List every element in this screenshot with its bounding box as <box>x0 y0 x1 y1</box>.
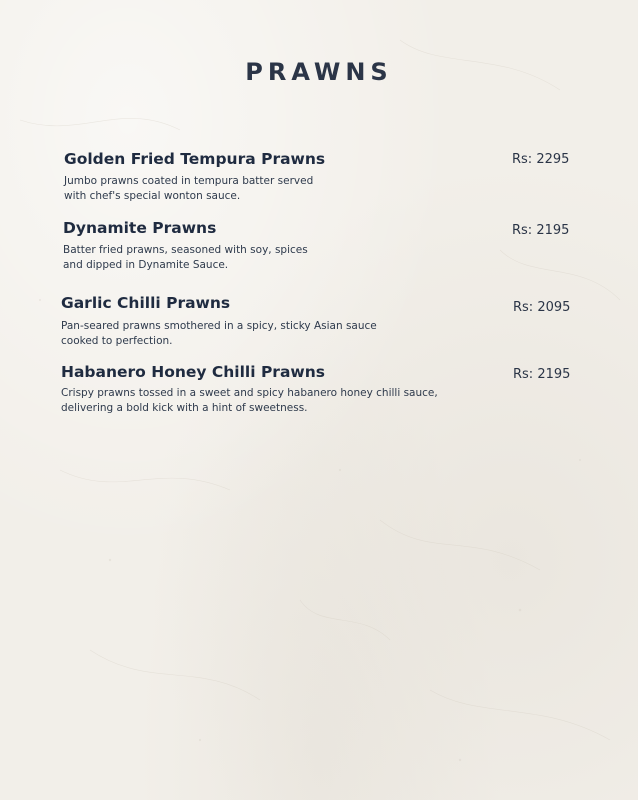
menu-item-name: Habanero Honey Chilli Prawns <box>61 363 325 381</box>
menu-item-name: Dynamite Prawns <box>63 219 217 237</box>
menu-item-description-line: with chef's special wonton sauce. <box>64 190 241 202</box>
menu-item-description-line: cooked to perfection. <box>61 335 173 347</box>
menu-item-description-line: delivering a bold kick with a hint of sweetness. <box>61 402 308 414</box>
menu-item-price: Rs: 2195 <box>512 223 570 238</box>
menu-item-price: Rs: 2195 <box>513 367 571 382</box>
menu-item-description-line: and dipped in Dynamite Sauce. <box>63 259 229 271</box>
menu-item-description-line: Jumbo prawns coated in tempura batter served <box>64 175 314 187</box>
menu-item-description-line: Crispy prawns tossed in a sweet and spicy habanero honey chilli sauce, <box>61 387 438 399</box>
menu-item-name: Golden Fried Tempura Prawns <box>64 150 326 168</box>
menu-item-price: Rs: 2095 <box>513 300 571 315</box>
menu-item-name: Garlic Chilli Prawns <box>61 294 231 312</box>
menu-item-price: Rs: 2295 <box>512 152 570 167</box>
page-title: PRAWNS <box>245 58 393 86</box>
menu-item-description-line: Pan-seared prawns smothered in a spicy, sticky Asian sauce <box>61 320 377 332</box>
menu-item-description-line: Batter fried prawns, seasoned with soy, spices <box>63 244 308 256</box>
